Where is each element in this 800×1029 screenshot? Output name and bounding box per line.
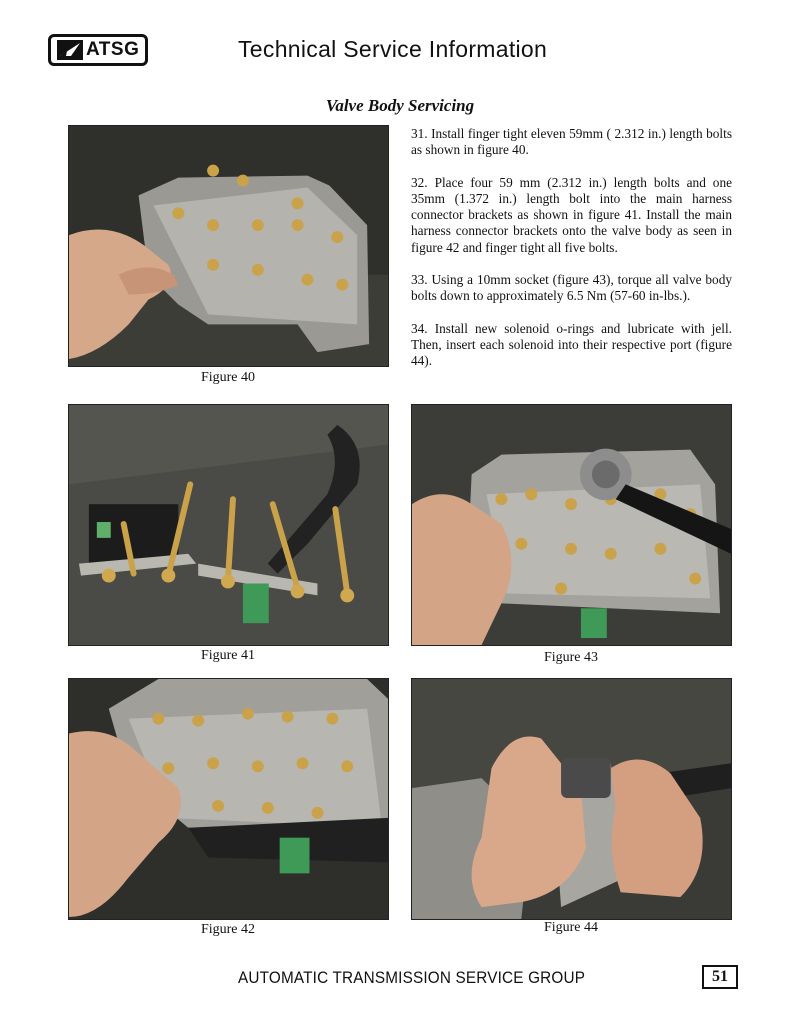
figure-40-photo bbox=[68, 125, 389, 367]
figure-41-caption: Figure 41 bbox=[200, 648, 256, 663]
step-33: 33. Using a 10mm socket (figure 43), torque all valve body bolts down to approximately 6.5 Nm (57-60 in-lbs.). bbox=[411, 272, 732, 304]
harness-bracket-bolts-illustration bbox=[69, 405, 388, 645]
figure-41-photo bbox=[68, 404, 389, 646]
figure-43-caption: Figure 43 bbox=[543, 650, 599, 665]
figure-40-caption: Figure 40 bbox=[200, 370, 256, 385]
step-34: 34. Install new solenoid o-rings and lubricate with jell. Then, insert each solenoid into their respective port (figure 44). bbox=[411, 320, 732, 369]
procedure-steps bbox=[411, 126, 732, 386]
solenoid-insert-illustration bbox=[412, 679, 731, 919]
figure-42-caption: Figure 42 bbox=[200, 922, 256, 937]
valve-body-photo-illustration bbox=[69, 126, 388, 366]
step-31: 31. Install finger tight eleven 59mm ( 2.312 in.) length bolts as shown in figure 40. bbox=[411, 126, 732, 158]
step-32: 32. Place four 59 mm (2.312 in.) length bolts and one 35mm (1.372 in.) length bolt into the main harness connector brackets as shown in figure 41. Install the main harness connector brackets onto the valve body as seen in figure 42 and finger tight all five bolts. bbox=[411, 174, 732, 255]
figure-43-photo bbox=[411, 404, 732, 646]
figure-44-photo bbox=[411, 678, 732, 920]
atsg-logo bbox=[48, 34, 148, 66]
brackets-installed-illustration bbox=[69, 679, 388, 919]
figure-44-caption: Figure 44 bbox=[543, 920, 599, 935]
page-number: 51 bbox=[702, 965, 738, 989]
footer-organization: AUTOMATIC TRANSMISSION SERVICE GROUP bbox=[238, 968, 586, 987]
logo-text: ATSG bbox=[86, 39, 140, 60]
atsg-logo-icon bbox=[57, 40, 83, 60]
section-title: Valve Body Servicing bbox=[325, 96, 475, 115]
torque-socket-illustration bbox=[412, 405, 731, 645]
figure-42-photo bbox=[68, 678, 389, 920]
page-header-title: Technical Service Information bbox=[238, 36, 548, 62]
